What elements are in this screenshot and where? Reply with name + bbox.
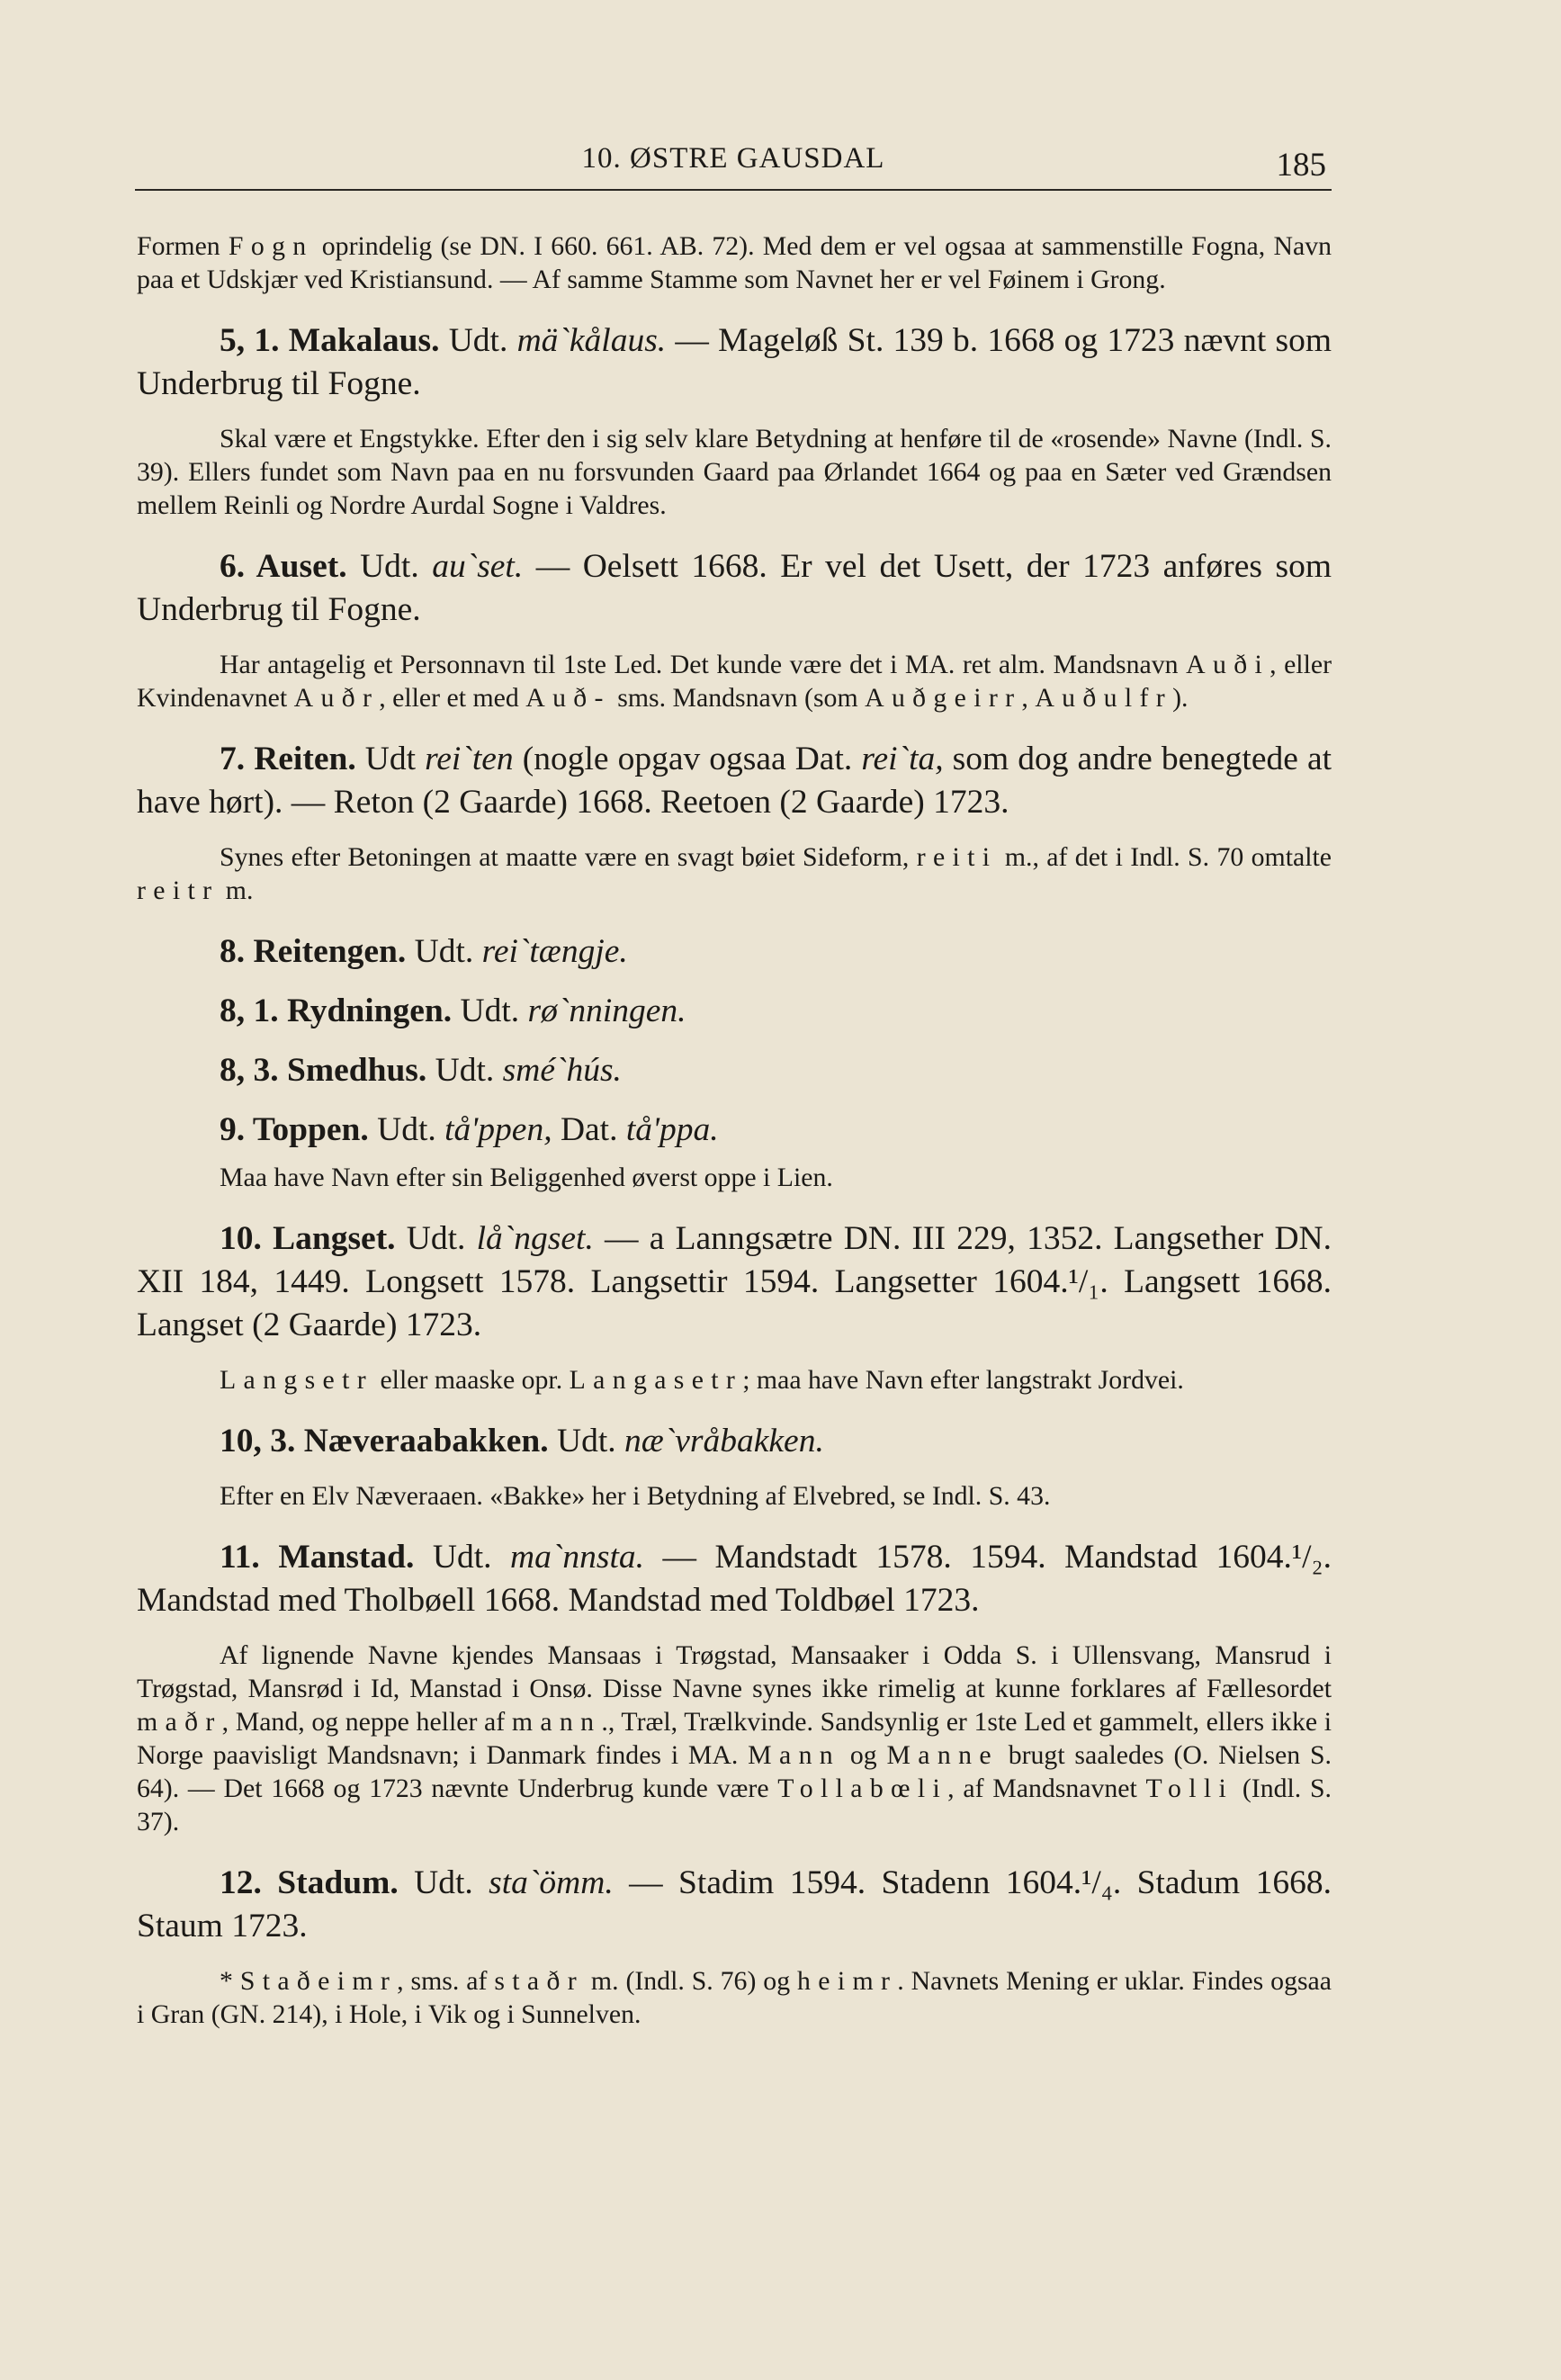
headword: Reiten. (254, 741, 356, 777)
note-reiten: Synes efter Betoningen at maatte være en svagt bøiet Sideform, reiti m., af det i Indl. S. 70 omtalte reitr m. (137, 842, 1332, 905)
pronunciation: mä`kålaus. (516, 322, 667, 359)
entry-smedhus: 8, 3. Smedhus. Udt. smé`hús. (220, 1052, 622, 1089)
page-number: 185 (1276, 147, 1326, 184)
spaced-form: Fogn (228, 231, 314, 261)
headword: Reitengen. (253, 933, 407, 970)
pronunciation: rei`ten (425, 741, 514, 777)
note-toppen: Maa have Navn efter sin Beliggenhed øverst oppe i Lien. (220, 1163, 833, 1192)
pronunciation: smé`hús. (502, 1052, 622, 1089)
pronunciation: lå`ngset. (476, 1220, 594, 1257)
entry-naeveraabakken: 10, 3. Næveraabakken. Udt. næ`vråbakken. (220, 1423, 824, 1459)
headword: Auset. (256, 548, 347, 585)
page-content (137, 229, 1332, 2031)
entry-manstad: 11. Manstad. Udt. ma`nnsta. — Mandstadt 1578. 1594. Mandstad 1604.¹/₂. Mandstad med Tholbøell 1668. Mandstad med Toldbøel 1723. (137, 1539, 1332, 1619)
paragraph-fogn-note: Formen Fogn oprindelig (se DN. I 660. 661. AB. 72). Med dem er vel ogsaa at sammenstille Fogna, Navn paa et Udskjær ved Kristiansund. — Af samme Stamme som Navnet her er vel Føinem i Grong. (137, 231, 1332, 294)
pronunciation: næ`vråbakken. (624, 1423, 824, 1459)
headword: Smedhus. (287, 1052, 427, 1089)
entry-auset: 6. Auset. Udt. au`set. — Oelsett 1668. Er vel det Usett, der 1723 anføres som Underbrug til Fogne. (137, 548, 1332, 628)
pronunciation: tå'ppen, (444, 1111, 552, 1148)
entry-langset: 10. Langset. Udt. lå`ngset. — a Lanngsætre DN. III 229, 1352. Langsether DN. XII 184, 1449. Longsett 1578. Langsettir 1594. Langsetter 1604.¹/₁. Langsett 1668. Langset (2 Gaarde) 1723. (137, 1220, 1332, 1343)
note-stadum: * Staðeimr, sms. af staðr m. (Indl. S. 76) og heimr. Navnets Mening er uklar. Findes ogsaa i Gran (GN. 214), i Hole, i Vik og i Sunnelven. (137, 1966, 1332, 2029)
entry-reiten: 7. Reiten. Udt rei`ten (nogle opgav ogsaa Dat. rei`ta, som dog andre benegtede at have hørt). — Reton (2 Gaarde) 1668. Reetoen (2 Gaarde) 1723. (137, 741, 1332, 821)
page-header (135, 135, 1332, 191)
pronunciation: ma`nnsta. (510, 1539, 645, 1576)
note-manstad: Af lignende Navne kjendes Mansaas i Trøgstad, Mansaaker i Odda S. i Ullensvang, Mansrud i Trøgstad, Mansrød i Id, Manstad i Onsø. Disse Navne synes ikke rimelig at kunne forklares af Fællesordet maðr, Mand, og neppe heller af mann., Træl, Trælkvinde. Sandsynlig er 1ste Led et gammelt, ellers ikke i Norge paavisligt Mandsnavn; i Danmark findes i MA. Mann og Manne brugt saaledes (O. Nielsen S. 64). — Det 1668 og 1723 nævnte Underbrug kunde være Tollabœli, af Mandsnavnet Tolli (Indl. S. 37). (137, 1640, 1332, 1837)
entry-reitengen: 8. Reitengen. Udt. rei`tængje. (220, 933, 628, 970)
note-auset: Har antagelig et Personnavn til 1ste Led. Det kunde være det i MA. ret alm. Mandsnavn Auði, eller Kvindenavnet Auðr, eller et med Auð- sms. Mandsnavn (som Auðgeirr, Auðulfr). (137, 650, 1332, 713)
note-naeveraabakken: Efter en Elv Næveraaen. «Bakke» her i Betydning af Elvebred, se Indl. S. 43. (220, 1481, 1051, 1511)
pronunciation: rø`nningen. (527, 992, 686, 1029)
headword: Makalaus. (288, 322, 440, 359)
pronunciation: au`set. (432, 548, 524, 585)
pronunciation: sta`ömm. (489, 1864, 614, 1901)
entry-toppen: 9. Toppen. Udt. tå'ppen, Dat. tå'ppa. (220, 1111, 719, 1148)
headword: Manstad. (278, 1539, 415, 1576)
entry-makalaus: 5, 1. Makalaus. Udt. mä`kålaus. — Mageløß St. 139 b. 1668 og 1723 nævnt som Underbrug til Fogne. (137, 322, 1332, 402)
headword: Stadum. (277, 1864, 399, 1901)
note-makalaus: Skal være et Engstykke. Efter den i sig selv klare Betydning at henføre til de «rosende» Navne (Indl. S. 39). Ellers fundet som Navn paa en nu forsvunden Gaard paa Ørlandet 1664 og paa en Sæter ved Grændsen mellem Reinli og Nordre Aurdal Sogne i Valdres. (137, 424, 1332, 520)
headword: Næveraabakken. (303, 1423, 549, 1459)
note-langset: Langsetr eller maaske opr. Langasetr; maa have Navn efter langstrakt Jordvei. (220, 1365, 1184, 1395)
running-title: 10. ØSTRE GAUSDAL (581, 142, 885, 175)
entry-stadum: 12. Stadum. Udt. sta`ömm. — Stadim 1594. Stadenn 1604.¹/₄. Stadum 1668. Staum 1723. (137, 1864, 1332, 1944)
headword: Toppen. (252, 1111, 369, 1148)
headword: Rydningen. (287, 992, 453, 1029)
pronunciation: rei`tængje. (481, 933, 628, 970)
headword: Langset. (273, 1220, 396, 1257)
entry-rydningen: 8, 1. Rydningen. Udt. rø`nningen. (220, 992, 686, 1029)
